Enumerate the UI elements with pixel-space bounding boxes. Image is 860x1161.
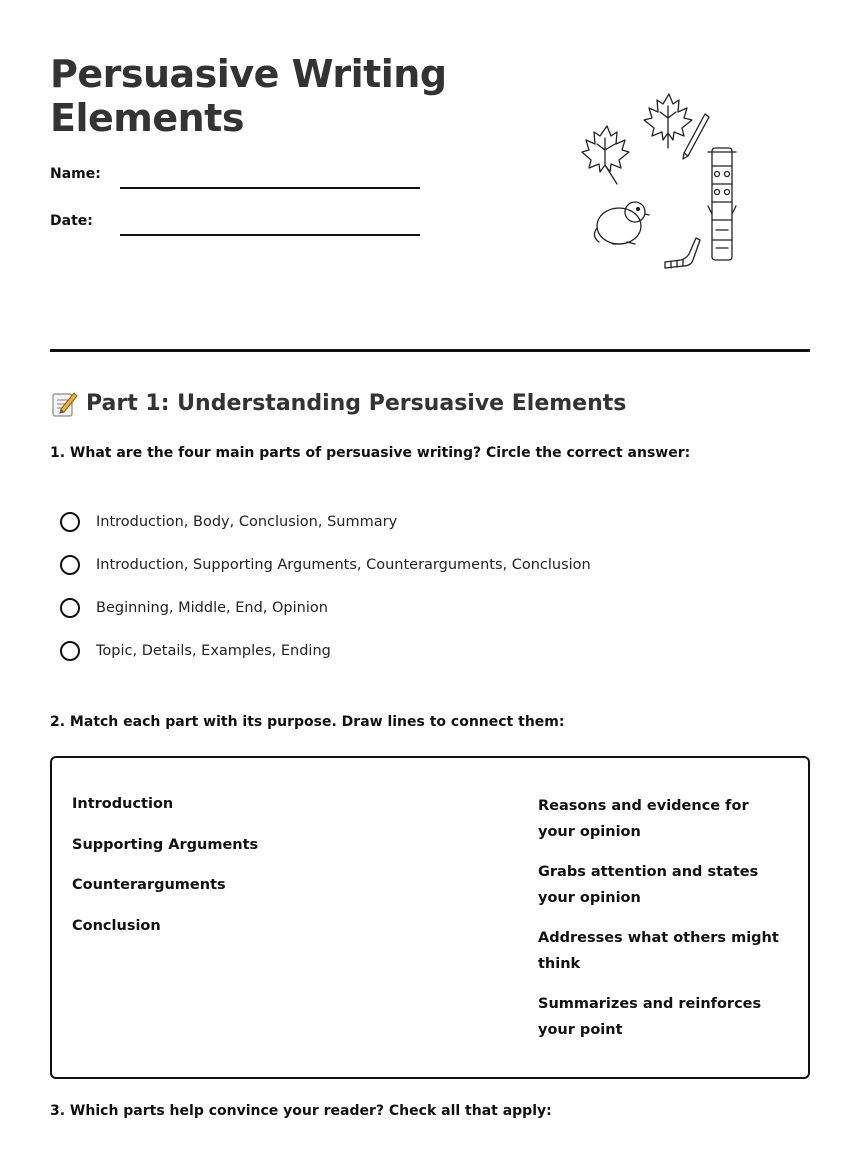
maple-leaf-icon xyxy=(582,126,629,184)
match-term[interactable]: Introduction xyxy=(72,796,174,812)
memo-icon xyxy=(50,390,78,418)
match-definition[interactable]: Addresses what others might think xyxy=(538,930,779,972)
section-heading-text: Part 1: Understanding Persuasive Elements xyxy=(86,391,627,416)
q1-option-text: Introduction, Supporting Arguments, Counterarguments, Conclusion xyxy=(96,557,591,573)
radio-circle[interactable] xyxy=(60,555,80,575)
radio-circle[interactable] xyxy=(60,641,80,661)
q1-option-text: Topic, Details, Examples, Ending xyxy=(96,643,331,659)
page-title: Persuasive Writing Elements xyxy=(50,52,447,140)
maple-leaf-icon xyxy=(644,94,692,148)
match-term[interactable]: Counterarguments xyxy=(72,877,226,893)
q1-option[interactable] xyxy=(60,509,397,535)
name-label: Name: xyxy=(50,166,101,182)
date-label: Date: xyxy=(50,213,93,229)
q1-option-text: Beginning, Middle, End, Opinion xyxy=(96,600,328,616)
question-1-prompt: 1. What are the four main parts of persuasive writing? Circle the correct answer: xyxy=(50,445,691,461)
pencil-icon xyxy=(683,114,709,159)
match-terms xyxy=(72,794,372,956)
question-3-prompt: 3. Which parts help convince your reader? Check all that apply: xyxy=(50,1103,552,1119)
match-definition[interactable]: Summarizes and reinforces your point xyxy=(538,996,762,1038)
canadian-clipart-illustration xyxy=(575,88,745,278)
radio-circle[interactable] xyxy=(60,512,80,532)
radio-circle[interactable] xyxy=(60,598,80,618)
totem-pole-icon xyxy=(708,148,736,260)
match-definition[interactable]: Grabs attention and states your opinion xyxy=(538,864,759,906)
beaver-icon xyxy=(594,202,649,244)
match-definitions xyxy=(538,794,788,1058)
question-2-prompt: 2. Match each part with its purpose. Draw lines to connect them: xyxy=(50,714,565,730)
q1-option[interactable] xyxy=(60,638,331,664)
name-field[interactable] xyxy=(120,187,420,189)
q1-option-text: Introduction, Body, Conclusion, Summary xyxy=(96,514,398,530)
section-heading-part1 xyxy=(50,389,626,419)
hockey-stick-icon xyxy=(665,238,700,268)
match-definition[interactable]: Reasons and evidence for your opinion xyxy=(538,798,749,840)
q1-option[interactable] xyxy=(60,595,328,621)
section-divider xyxy=(50,349,810,352)
matching-box xyxy=(50,756,810,1079)
match-term[interactable]: Conclusion xyxy=(72,917,161,934)
match-term[interactable]: Supporting Arguments xyxy=(72,836,259,853)
q1-option[interactable] xyxy=(60,552,591,578)
date-field[interactable] xyxy=(120,234,420,236)
